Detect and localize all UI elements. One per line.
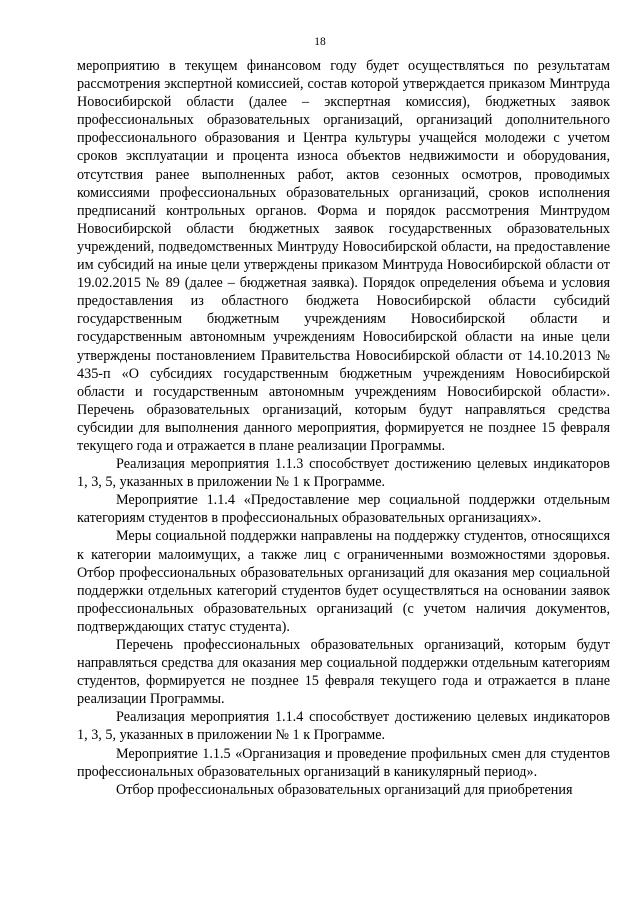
paragraph: Мероприятие 1.1.5 «Организация и проведение профильных смен для студентов профессиональных образовательных организаций в каникулярный период». bbox=[77, 745, 610, 780]
paragraph: Реализация мероприятия 1.1.4 способствует достижению целевых индикаторов 1, 3, 5, указанных в приложении № 1 к Программе. bbox=[77, 709, 610, 744]
document-body bbox=[77, 57, 610, 799]
page-number: 18 bbox=[314, 36, 326, 48]
paragraph: мероприятию в текущем финансовом году будет осуществляться по результатам рассмотрения экспертной комиссией, состав которой утверждается приказом Минтруда Новосибирской области (далее – экспертная комиссия), бюджетных заявок профессиональных образовательных организаций, организаций дополнительного профессионального образования и Центра культуры учащейся молодежи с учетом сроков эксплуатации и процента износа объектов недвижимости и оборудования, отсутствия ранее выполненных работ, актов сезонных осмотров, проводимых комиссиями профессиональных образовательных организаций, сроков исполнения предписаний контрольных органов. Форма и порядок рассмотрения Минтрудом Новосибирской области бюджетных заявок государственных образовательных учреждений, подведомственных Минтруду Новосибирской области, на предоставление им субсидий на иные цели утверждены приказом Минтруда Новосибирской области от 19.02.2015 № 89 (далее – бюджетная заявка). Порядок определения объема и условия предоставления из областного бюджета Новосибирской области субсидий государственным бюджетным учреждениям Новосибирской области и государственным автономным учреждениям Новосибирской области на иные цели утверждены постановлением Правительства Новосибирской области от 14.10.2013 № 435-п «О субсидиях государственным бюджетным учреждениям Новосибирской области и государственным автономным учреждениям Новосибирской области». Перечень образовательных организаций, которым будут направляться средства субсидии для выполнения данного мероприятия, формируется не позднее 15 февраля текущего года и отражается в плане реализации Программы. bbox=[77, 58, 610, 454]
paragraph: Перечень профессиональных образовательных организаций, которым будут направляться средства для оказания мер социальной поддержки отдельным категориям студентов, формируется не позднее 15 февраля текущего года и отражается в плане реализации Программы. bbox=[77, 637, 610, 708]
paragraph: Отбор профессиональных образовательных организаций для приобретения bbox=[116, 781, 573, 798]
paragraph: Мероприятие 1.1.4 «Предоставление мер социальной поддержки отдельным категориям студентов в профессиональных образовательных организациях». bbox=[77, 492, 610, 527]
paragraph: Реализация мероприятия 1.1.3 способствует достижению целевых индикаторов 1, 3, 5, указанных в приложении № 1 к Программе. bbox=[77, 456, 610, 491]
paragraph: Меры социальной поддержки направлены на поддержку студентов, относящихся к категории малоимущих, а также лиц с ограниченными возможностями здоровья. Отбор профессиональных образовательных организаций для оказания мер социальной поддержки отдельных категорий студентов будет осуществляться на основании заявок профессиональных образовательных организаций (с учетом наличия документов, подтверждающих статус студента). bbox=[77, 528, 610, 635]
